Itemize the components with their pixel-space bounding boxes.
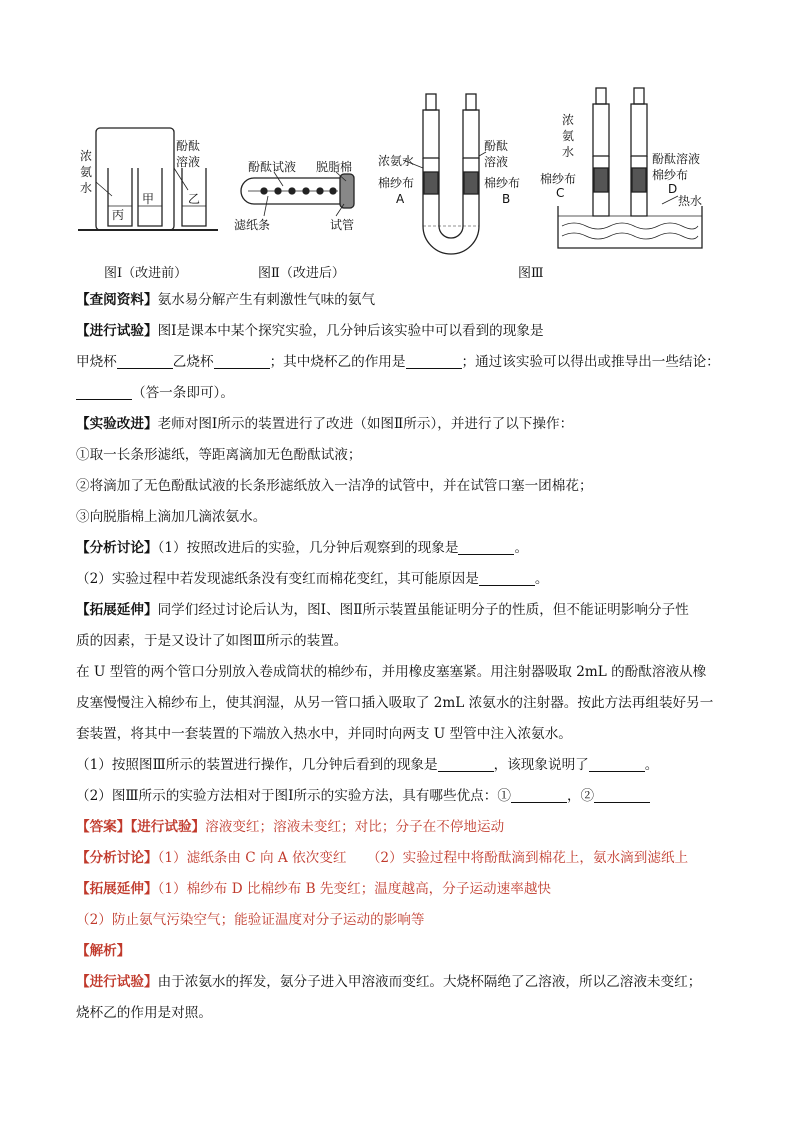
analysis-line-2: 烧杯乙的作用是对照。: [76, 1005, 212, 1021]
line-beaker-blanks: 甲烧杯 乙烧杯 ；其中烧杯乙的作用是 ；通过该实验可以得出或推导出一些结论：: [76, 354, 720, 370]
fig3-label-phenolphthalein: 酚酞 溶液: [484, 139, 509, 169]
fig2-label-tube: 试管: [330, 218, 355, 232]
blank: [594, 788, 650, 803]
figure-2-test-tube: [241, 172, 354, 216]
line-reference: 【查阅资料】氨水易分解产生有刺激性气味的氨气: [76, 292, 376, 308]
line-utube-3: 套装置，将其中一套装置的下端放入热水中，并同时向两支 U 型管中注入浓氨水。: [76, 726, 572, 742]
fig3-label-hot-water: 热水: [678, 194, 703, 208]
line-improvement: 【实验改进】老师对图Ⅰ所示的装置进行了改进（如图Ⅱ所示），并进行了以下操作：: [76, 416, 574, 432]
answer-line-2: 【分析讨论】（1）滤纸条由 C 向 A 依次变红 （2）实验过程中将酚酞滴到棉花上，氨水滴到滤纸上: [76, 850, 689, 866]
line-analysis-1: 【分析讨论】（1）按照改进后的实验，几分钟后观察到的现象是 。: [76, 540, 529, 556]
line-extension-2: 质的因素，于是又设计了如图Ⅲ所示的装置。: [76, 633, 348, 649]
line-question-1: （1）按照图Ⅲ所示的装置进行操作，几分钟后看到的现象是 ，该现象说明了 。: [76, 757, 659, 773]
blank: [76, 385, 132, 400]
line-step-1: ①取一长条形滤纸，等距离滴加无色酚酞试液；: [76, 447, 362, 463]
blank: [479, 571, 535, 586]
line-utube-2: 皮塞慢慢注入棉纱布上，使其润湿，从另一管口插入吸取了 2mL 浓氨水的注射器。按此方法再组装好另一: [76, 695, 714, 711]
fig3-label-ammonia: 浓氨水: [378, 154, 415, 168]
fig1-label-phenolphthalein: 酚酞 溶液: [176, 139, 201, 169]
fig1-cup-bing: 丙: [112, 208, 125, 222]
fig2-caption: 图Ⅱ（改进后）: [258, 266, 345, 281]
line-analysis-2: （2）实验过程中若发现滤纸条没有变红而棉花变红，其可能原因是 。: [76, 571, 549, 587]
fig2-label-cotton: 脱脂棉: [316, 160, 353, 174]
fig1-caption: 图Ⅰ（改进前）: [104, 266, 188, 281]
figures-row: [78, 86, 738, 282]
fig3-label-ammonia-2: 浓 氨 水: [562, 113, 575, 159]
blank: [214, 354, 270, 369]
fig3-label-cloth-c: 棉纱布: [540, 172, 577, 186]
blank: [117, 354, 173, 369]
blank: [406, 354, 462, 369]
answer-line-1: 【答案】【进行试验】溶液变红；溶液未变红；对比；分子在不停地运动: [76, 819, 505, 835]
fig1-label-ammonia: 浓 氨 水: [80, 149, 93, 195]
fig3-label-cloth-d: 棉纱布: [652, 168, 689, 182]
fig3-label-c: C: [556, 186, 565, 200]
blank: [589, 757, 645, 772]
blank: [458, 540, 514, 555]
analysis-line-1: 【进行试验】由于浓氨水的挥发，氨分子进入甲溶液而变红。大烧杯隔绝了乙溶液，所以乙溶液未变红；: [76, 974, 702, 990]
line-extension: 【拓展延伸】同学们经过讨论后认为，图Ⅰ、图Ⅱ所示装置虽能证明分子的性质，但不能证明影响分子性: [76, 602, 689, 618]
line-step-2: ②将滴加了无色酚酞试液的长条形滤纸放入一洁净的试管中，并在试管口塞一团棉花；: [76, 478, 593, 494]
fig2-label-reagent: 酚酞试液: [248, 160, 297, 174]
fig1-cup-yi: 乙: [188, 192, 201, 206]
analysis-heading: 【解析】: [76, 943, 131, 959]
line-experiment: 【进行试验】图Ⅰ是课本中某个探究实验，几分钟后该实验中可以看到的现象是: [76, 323, 544, 339]
fig3-label-cloth-b: 棉纱布: [484, 176, 521, 190]
fig3-caption: 图Ⅲ: [518, 266, 544, 281]
fig2-label-paper: 滤纸条: [234, 218, 271, 232]
line-utube-1: 在 U 型管的两个管口分别放入卷成筒状的棉纱布，并用橡皮塞塞紧。用注射器吸取 2mL 的酚酞溶液从橡: [76, 664, 707, 680]
blank: [511, 788, 567, 803]
fig3-label-phenolphthalein-2: 酚酞溶液: [652, 152, 701, 166]
line-step-3: ③向脱脂棉上滴加几滴浓氨水。: [76, 509, 267, 525]
answer-line-3: 【拓展延伸】（1）棉纱布 D 比棉纱布 B 先变红；温度越高，分子运动速率越快: [76, 881, 552, 897]
fig3-label-cloth-a: 棉纱布: [378, 176, 415, 190]
blank: [438, 757, 494, 772]
fig3-label-d: D: [668, 182, 678, 196]
line-conclusion-blank: （答一条即可）。: [76, 383, 234, 403]
fig1-cup-jia: 甲: [142, 192, 155, 206]
answer-line-4: （2）防止氨气污染空气；能验证温度对分子运动的影响等: [76, 912, 425, 928]
line-question-2: （2）图Ⅲ所示的实验方法相对于图Ⅰ所示的实验方法，具有哪些优点：① ，②: [76, 786, 650, 806]
fig3-label-a: A: [396, 192, 405, 206]
figure-3-u-tube: [403, 94, 486, 254]
fig3-label-b: B: [502, 192, 511, 206]
